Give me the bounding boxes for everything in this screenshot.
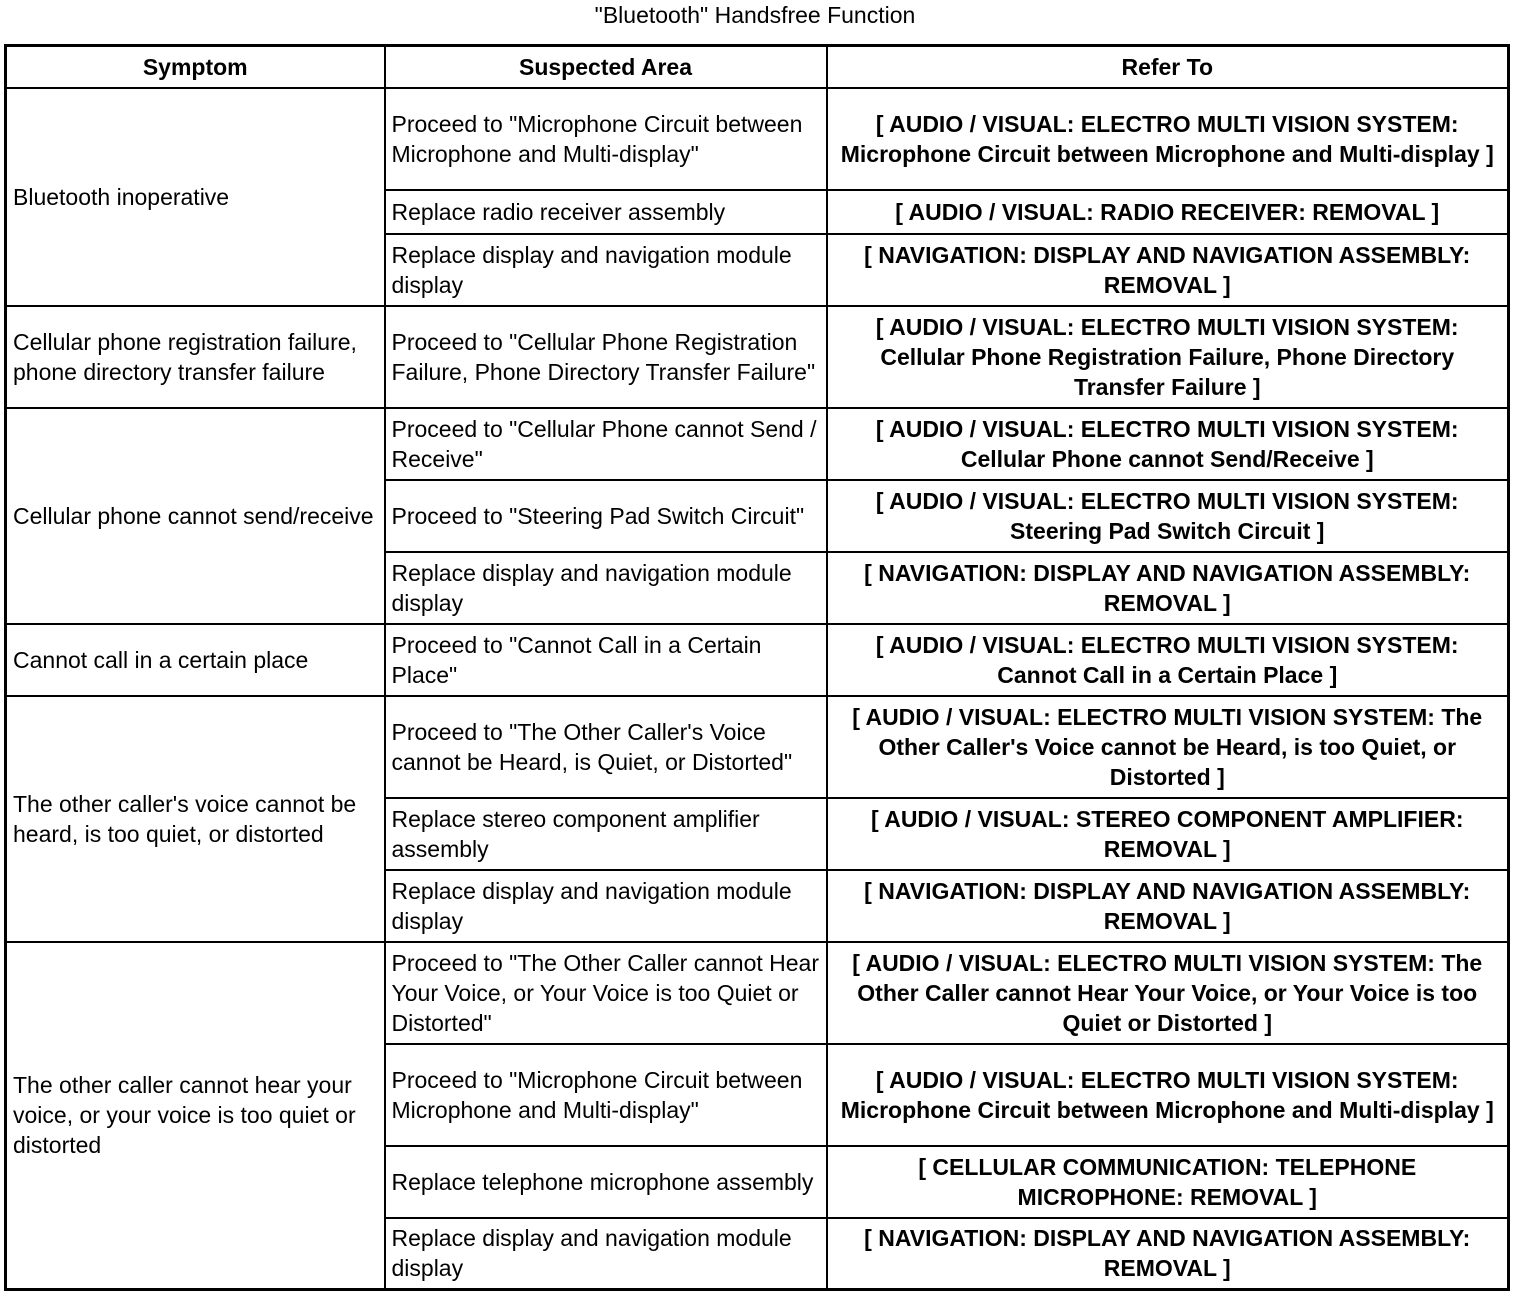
symptom-cell: Cannot call in a certain place xyxy=(6,624,385,696)
refer-to-link[interactable]: [ AUDIO / VISUAL: STEREO COMPONENT AMPLIFIER: REMOVAL ] xyxy=(827,798,1509,870)
refer-to-link[interactable]: [ AUDIO / VISUAL: ELECTRO MULTI VISION SYSTEM: Cellular Phone cannot Send/Receive ] xyxy=(827,408,1509,480)
refer-to-link[interactable]: [ AUDIO / VISUAL: ELECTRO MULTI VISION SYSTEM: The Other Caller's Voice cannot be Heard, is too Quiet, or Distorted ] xyxy=(827,696,1509,798)
refer-to-link[interactable]: [ NAVIGATION: DISPLAY AND NAVIGATION ASSEMBLY: REMOVAL ] xyxy=(827,870,1509,942)
table-row xyxy=(6,696,1509,798)
table-row xyxy=(6,408,1509,480)
suspected-area-cell: Proceed to "Microphone Circuit between Microphone and Multi-display" xyxy=(385,1044,827,1146)
suspected-area-cell: Proceed to "The Other Caller's Voice cannot be Heard, is Quiet, or Distorted" xyxy=(385,696,827,798)
refer-to-link[interactable]: [ NAVIGATION: DISPLAY AND NAVIGATION ASSEMBLY: REMOVAL ] xyxy=(827,1218,1509,1290)
suspected-area-cell: Replace display and navigation module display xyxy=(385,870,827,942)
page-title: "Bluetooth" Handsfree Function xyxy=(594,2,916,28)
refer-to-link[interactable]: [ AUDIO / VISUAL: ELECTRO MULTI VISION SYSTEM: Cellular Phone Registration Failure, Phone Directory Transfer Failure ] xyxy=(827,306,1509,408)
suspected-area-cell: Replace display and navigation module display xyxy=(385,234,827,306)
symptom-cell: Bluetooth inoperative xyxy=(6,88,385,306)
table-row xyxy=(6,942,1509,1044)
header-row xyxy=(6,46,1509,88)
refer-to-link[interactable]: [ AUDIO / VISUAL: ELECTRO MULTI VISION SYSTEM: The Other Caller cannot Hear Your Voice, or Your Voice is too Quiet or Distorted ] xyxy=(827,942,1509,1044)
suspected-area-cell: Replace telephone microphone assembly xyxy=(385,1146,827,1218)
suspected-area-cell: Proceed to "Microphone Circuit between Microphone and Multi-display" xyxy=(385,88,827,190)
troubleshooting-table xyxy=(4,44,1510,1291)
suspected-area-cell: Replace display and navigation module display xyxy=(385,1218,827,1290)
header-suspected-area: Suspected Area xyxy=(385,46,827,88)
suspected-area-cell: Proceed to "Cannot Call in a Certain Place" xyxy=(385,624,827,696)
suspected-area-cell: Replace display and navigation module display xyxy=(385,552,827,624)
refer-to-link[interactable]: [ AUDIO / VISUAL: ELECTRO MULTI VISION SYSTEM: Microphone Circuit between Microphone and Multi-display ] xyxy=(827,88,1509,190)
refer-to-link[interactable]: [ AUDIO / VISUAL: ELECTRO MULTI VISION SYSTEM: Microphone Circuit between Microphone and Multi-display ] xyxy=(827,1044,1509,1146)
refer-to-link[interactable]: [ AUDIO / VISUAL: ELECTRO MULTI VISION SYSTEM: Steering Pad Switch Circuit ] xyxy=(827,480,1509,552)
table-row xyxy=(6,88,1509,190)
suspected-area-cell: Replace stereo component amplifier assembly xyxy=(385,798,827,870)
suspected-area-cell: Proceed to "Cellular Phone cannot Send / Receive" xyxy=(385,408,827,480)
suspected-area-cell: Proceed to "Cellular Phone Registration Failure, Phone Directory Transfer Failure" xyxy=(385,306,827,408)
suspected-area-cell: Replace radio receiver assembly xyxy=(385,190,827,234)
header-refer-to: Refer To xyxy=(827,46,1509,88)
refer-to-link[interactable]: [ NAVIGATION: DISPLAY AND NAVIGATION ASSEMBLY: REMOVAL ] xyxy=(827,552,1509,624)
symptom-cell: Cellular phone registration failure, phone directory transfer failure xyxy=(6,306,385,408)
symptom-cell: The other caller cannot hear your voice, or your voice is too quiet or distorted xyxy=(6,942,385,1290)
suspected-area-cell: Proceed to "Steering Pad Switch Circuit" xyxy=(385,480,827,552)
header-symptom: Symptom xyxy=(6,46,385,88)
table-row xyxy=(6,306,1509,408)
symptom-cell: The other caller's voice cannot be heard, is too quiet, or distorted xyxy=(6,696,385,942)
suspected-area-cell: Proceed to "The Other Caller cannot Hear Your Voice, or Your Voice is too Quiet or Distorted" xyxy=(385,942,827,1044)
table-row xyxy=(6,624,1509,696)
refer-to-link[interactable]: [ NAVIGATION: DISPLAY AND NAVIGATION ASSEMBLY: REMOVAL ] xyxy=(827,234,1509,306)
symptom-cell: Cellular phone cannot send/receive xyxy=(6,408,385,624)
refer-to-link[interactable]: [ CELLULAR COMMUNICATION: TELEPHONE MICROPHONE: REMOVAL ] xyxy=(827,1146,1509,1218)
refer-to-link[interactable]: [ AUDIO / VISUAL: ELECTRO MULTI VISION SYSTEM: Cannot Call in a Certain Place ] xyxy=(827,624,1509,696)
refer-to-link[interactable]: [ AUDIO / VISUAL: RADIO RECEIVER: REMOVAL ] xyxy=(827,190,1509,234)
